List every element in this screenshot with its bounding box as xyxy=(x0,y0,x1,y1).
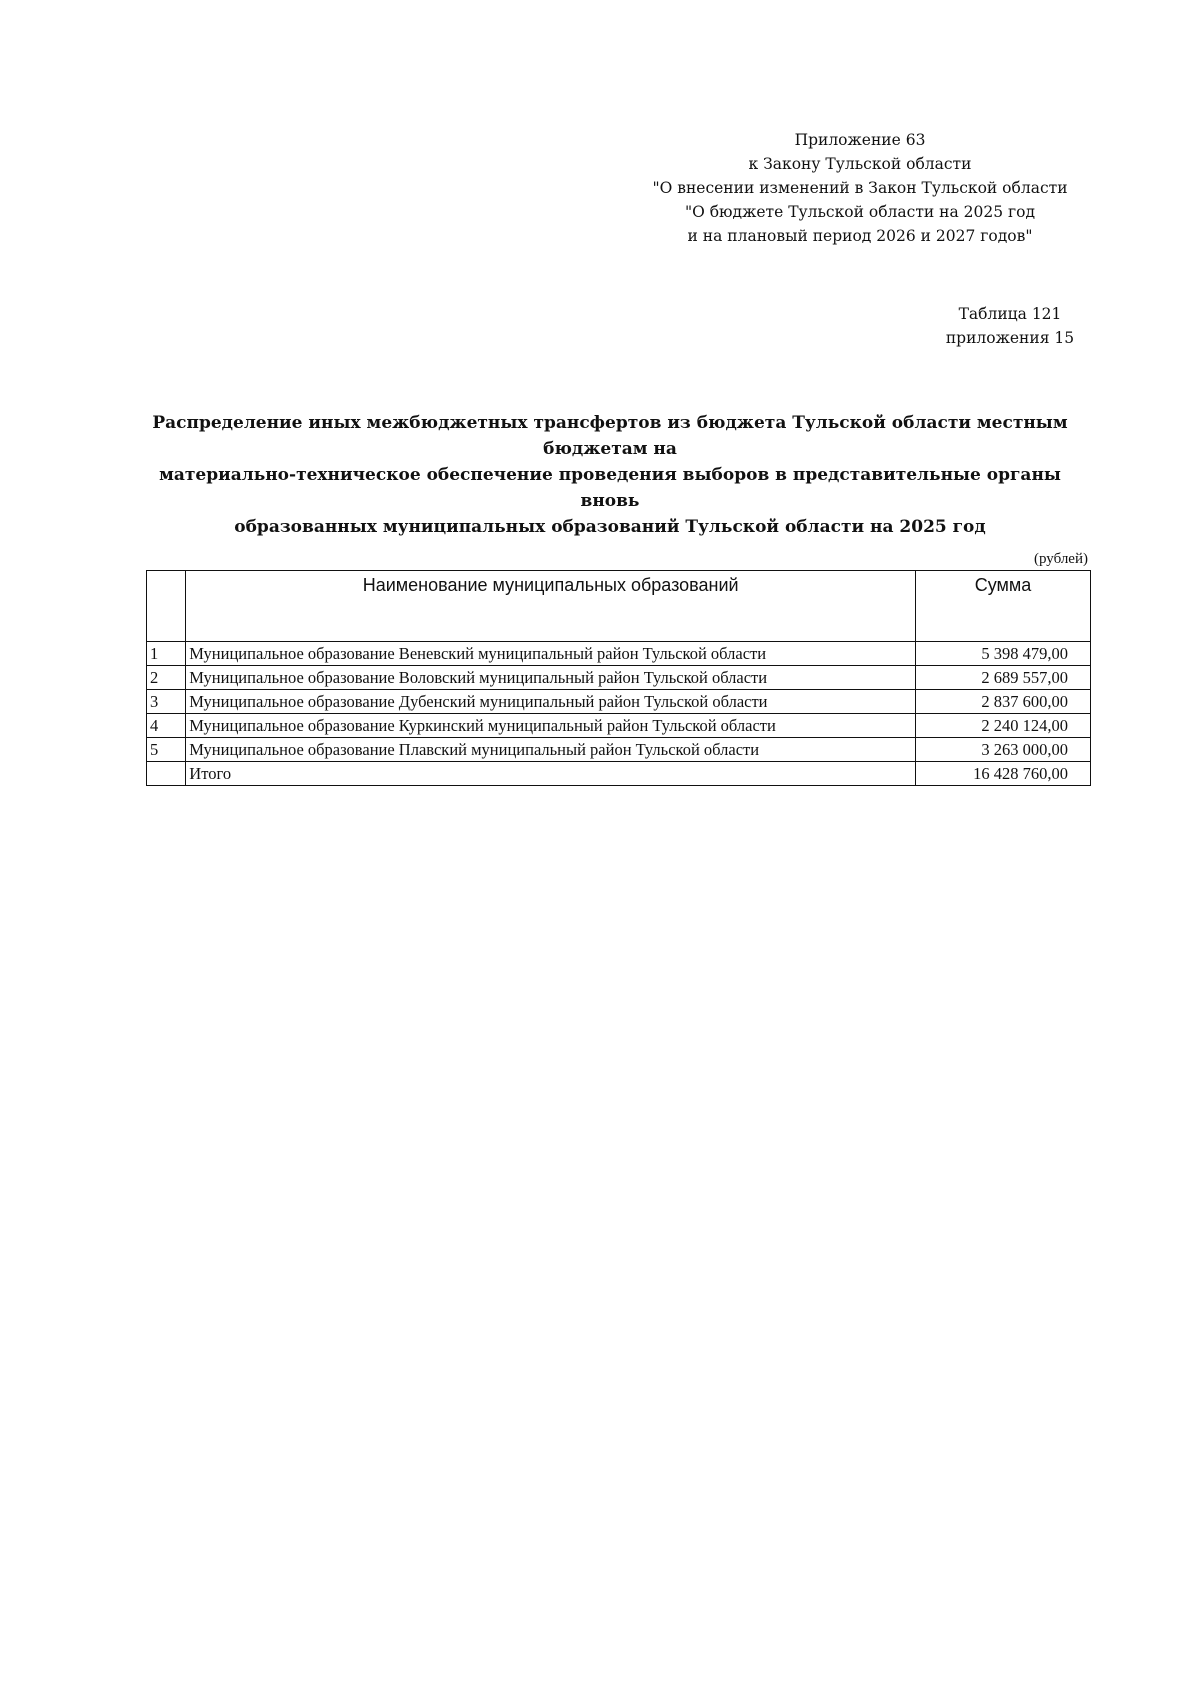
table-reference xyxy=(900,302,1120,350)
annex-line-3: "О внесении изменений в Закон Тульской области xyxy=(652,179,1068,197)
row-sum-cell: 2 689 557,00 xyxy=(916,666,1091,690)
annex-line-2: к Закону Тульской области xyxy=(748,155,972,173)
annex-line-4: "О бюджете Тульской области на 2025 год xyxy=(684,203,1036,221)
row-sum-cell: 2 837 600,00 xyxy=(916,690,1091,714)
units-label: (рублей) xyxy=(1033,551,1088,567)
row-num-cell: 3 xyxy=(147,690,186,714)
annex-line-5: и на плановый период 2026 и 2027 годов" xyxy=(687,227,1033,245)
row-name-cell: Муниципальное образование Воловский муниципальный район Тульской области xyxy=(186,666,916,690)
table-ref-line-1: Таблица 121 xyxy=(958,305,1062,323)
row-num-cell: 4 xyxy=(147,714,186,738)
title-line-1: Распределение иных межбюджетных трансфертов из бюджета Тульской области местным бюджетам на xyxy=(152,413,1068,459)
row-sum-cell: 3 263 000,00 xyxy=(916,738,1091,762)
table-row xyxy=(147,714,1091,738)
total-name-cell: Итого xyxy=(186,762,916,786)
annex-header xyxy=(600,128,1120,248)
header-name-cell: Наименование муниципальных образований xyxy=(186,571,916,642)
table-row xyxy=(147,666,1091,690)
row-name-cell: Муниципальное образование Плавский муниципальный район Тульской области xyxy=(186,738,916,762)
total-sum-cell: 16 428 760,00 xyxy=(916,762,1091,786)
row-num-cell: 1 xyxy=(147,642,186,666)
table-header-row xyxy=(147,571,1091,642)
table-total-row xyxy=(147,762,1091,786)
table-row xyxy=(147,738,1091,762)
row-num-cell: 5 xyxy=(147,738,186,762)
distribution-table xyxy=(146,570,1091,786)
row-name-cell: Муниципальное образование Куркинский муниципальный район Тульской области xyxy=(186,714,916,738)
total-num-cell xyxy=(147,762,186,786)
table-ref-line-2: приложения 15 xyxy=(945,329,1075,347)
title-line-3: образованных муниципальных образований Тульской области на 2025 год xyxy=(234,517,986,537)
table-row xyxy=(147,690,1091,714)
document-title xyxy=(150,410,1070,540)
row-name-cell: Муниципальное образование Веневский муниципальный район Тульской области xyxy=(186,642,916,666)
header-sum-cell: Сумма xyxy=(916,571,1091,642)
annex-line-1: Приложение 63 xyxy=(794,131,926,149)
row-sum-cell: 2 240 124,00 xyxy=(916,714,1091,738)
header-num-cell xyxy=(147,571,186,642)
row-sum-cell: 5 398 479,00 xyxy=(916,642,1091,666)
row-name-cell: Муниципальное образование Дубенский муниципальный район Тульской области xyxy=(186,690,916,714)
title-line-2: материально-техническое обеспечение проведения выборов в представительные органы вновь xyxy=(159,465,1061,511)
table-row xyxy=(147,642,1091,666)
row-num-cell: 2 xyxy=(147,666,186,690)
